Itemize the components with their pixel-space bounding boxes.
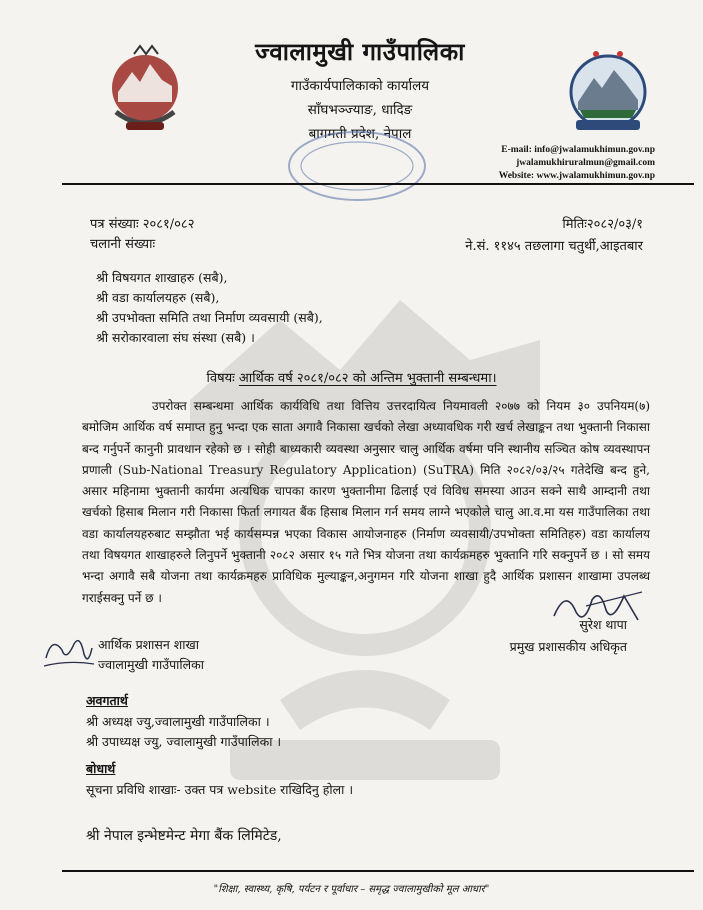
municipality-logo-icon [566, 44, 650, 134]
contact-website: Website: www.jwalamukhimun.gov.np [498, 171, 655, 181]
cc-item: श्री अध्यक्ष ज्यु,ज्वालामुखी गाउँपालिका । [86, 714, 270, 729]
subject-text: आर्थिक वर्ष २०८१/०८२ को अन्तिम भुक्तानी सम्बन्धमा। [238, 371, 497, 386]
dispatch-number: चलानी संख्याः [90, 237, 156, 252]
contact-email-primary: E-mail: info@jwalamukhimun.gov.np [501, 145, 655, 155]
nepal-samvat-date: ने.सं. ११४५ तछलागा चतुर्थी,आइतबार [465, 239, 643, 254]
initials-signature [40, 632, 96, 672]
header-divider [62, 183, 694, 185]
subject-line [0, 368, 703, 386]
contact-block [445, 144, 655, 183]
subject-label: विषयः [206, 371, 235, 386]
cc-list [86, 712, 281, 752]
office-location: साँघभञ्ज्याङ, धादिङ [307, 102, 413, 118]
letter-body: उपरोक्त सम्बन्धमा आर्थिक कार्यविधि तथा वित्तिय उत्तरदायित्व नियमावली २०७७ को नियम ३० उपनियम(७) बमोजिम आर्थिक वर्ष समाप्त हुनु भन्दा एक साता अगावै निकासा खर्चको लेखा अध्यावधिक गरी खर्च लेखाङ्कन तथा भुक्तानी निकासा बन्द गर्नुपर्ने कानुनी प्रावधान रहेको छ । सोही बाध्यकारी व्यवस्था अनुसार चालु आर्थिक वर्षमा पनि स्थानीय सञ्चित कोष व्यवस्थापन प्रणाली (Sub-National Treasury Regulatory Application) (SuTRA) मिति २०८२/०३/२५ गतेदेखि बन्द हुने, असार महिनामा भुक्तानी कार्यमा अत्यधिक चापका कारण भुक्तानीमा ढिलाई एवं विविध समस्या आउन सक्ने साथै आम्दानी तथा खर्चको हिसाब मिलान गरी निकासा फिर्ता लगायत बैंक हिसाब मिलान गर्न समय लाग्ने भएकोले चालु आ.व.मा यस गाउँपालिका तथा वडा कार्यालयहरुबाट सम्झौता भई कार्यसम्पन्न भएका विकास आयोजनाहरु (निर्माण व्यवसायी/उपभोक्ता समितिहरु) वडा कार्यालय तथा विषयगत शाखाहरुले लिनुपर्ने भुक्तानी २०८२ असार १५ गते भित्र योजना तथा कार्यक्रमहरु भुक्तानि गरि सक्नुपर्ने छ । सो समय भन्दा अगावै सबै योजना तथा कार्यक्रमहरु प्राविधिक मुल्याङ्कन,अनुगमन गरि योजना शाखा हुदै आर्थिक प्रशासन शाखामा उपलब्ध गराईसक्नु पर्ने छ । [82, 399, 650, 605]
municipality-name: ज्वालामुखी गाउँपालिका [255, 37, 465, 66]
addressee-item: श्री उपभोक्ता समिति तथा निर्माण व्यवसायी (सबै), [96, 310, 323, 325]
footer-divider [62, 870, 694, 872]
letter-date: मितिः२०८२/०३/१ [562, 217, 643, 232]
cc-item: श्री उपाध्यक्ष ज्यु, ज्वालामुखी गाउँपालिका । [86, 734, 282, 749]
addressee-item: श्री सरोकारवाला संघ संस्था (सबै) । [96, 330, 255, 345]
nepal-emblem-icon [106, 42, 184, 134]
from-organization: ज्वालामुखी गाउँपालिका [98, 657, 204, 672]
office-name: गाउँकार्यपालिकाको कार्यालय [290, 78, 430, 94]
contact-email-secondary: jwalamukhiruralmun@gmail.com [516, 158, 655, 168]
cc-heading: अवगतार्थ [86, 693, 128, 708]
bank-addressee: श्री नेपाल इन्भेष्टमेन्ट मेगा बैंक लिमिटेड, [86, 828, 282, 844]
addressee-list [96, 268, 323, 348]
footer-motto: "शिक्षा, स्वास्थ्य, कृषि, पर्यटन र पूर्वाधार – समृद्ध ज्वालामुखीको मूल आधार" [213, 884, 490, 895]
signatory-name: सुरेश थापा [579, 617, 627, 632]
office-province: बागमती प्रदेश, नेपाल [308, 126, 412, 142]
addressee-item: श्री विषयगत शाखाहरु (सबै), [96, 270, 228, 285]
from-department: आर्थिक प्रशासन शाखा [98, 637, 199, 652]
letter-number: पत्र संख्याः २०८१/०८२ [90, 217, 195, 232]
addressee-item: श्री वडा कार्यालयहरु (सबै), [96, 290, 220, 305]
info-heading: बोधार्थ [86, 761, 116, 776]
office-stamp [282, 126, 432, 206]
signatory-title: प्रमुख प्रशासकीय अधिकृत [509, 639, 627, 654]
info-text: सूचना प्रविधि शाखाः- उक्त पत्र website राखिदिनु होला । [86, 782, 354, 797]
